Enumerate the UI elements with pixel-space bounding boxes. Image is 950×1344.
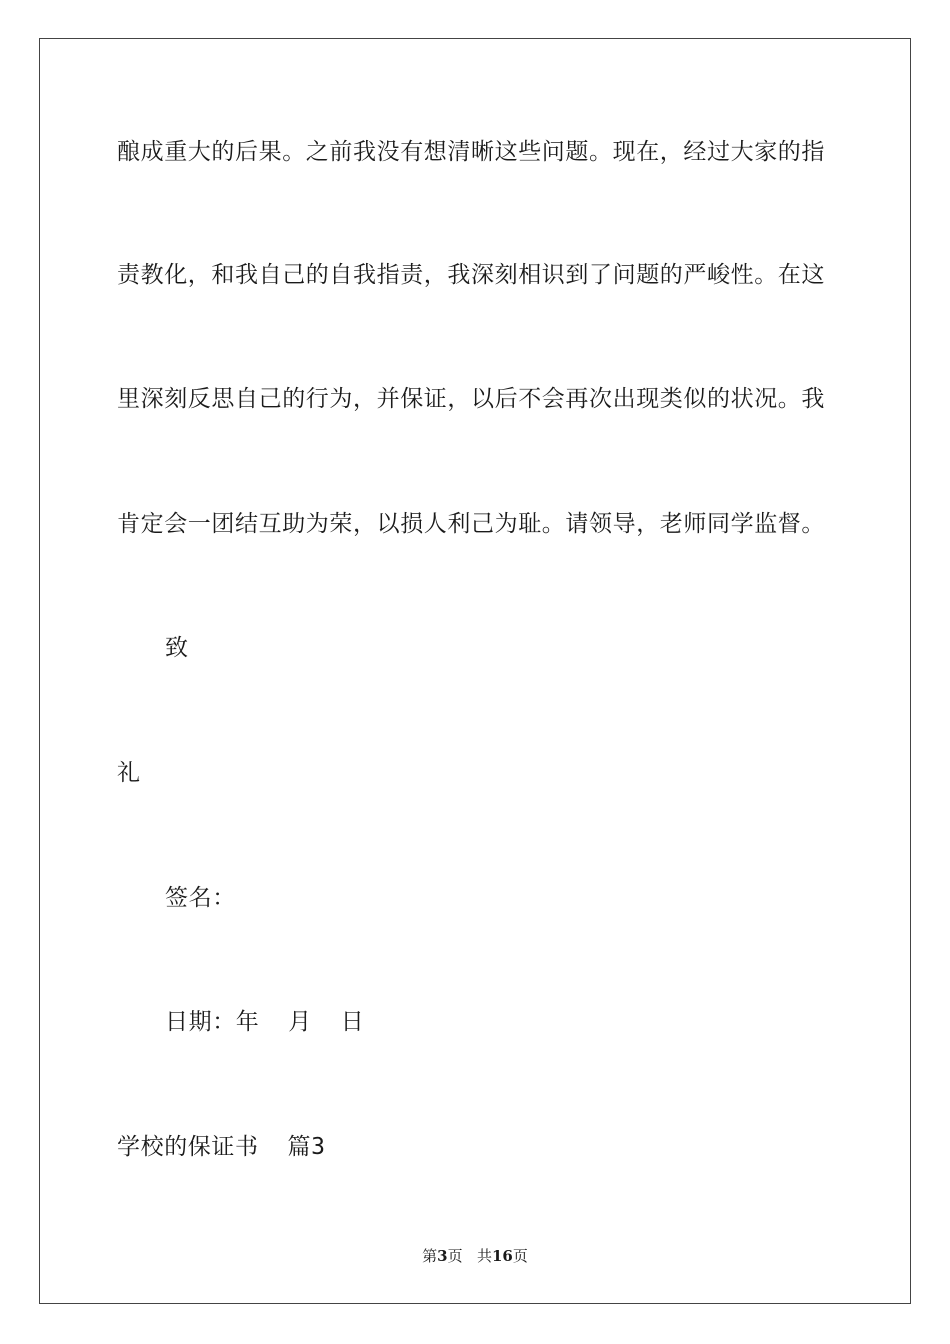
- body-text-line-4: 肯定会一团结互助为荣，以损人利己为耻。请领导，老师同学监督。: [117, 511, 825, 537]
- body-text-line-3: 里深刻反思自己的行为，并保证，以后不会再次出现类似的状况。我: [117, 386, 825, 412]
- page-footer: [0, 1246, 950, 1266]
- closing-salutation: 致: [165, 635, 189, 661]
- footer-page-number: 3: [437, 1247, 448, 1265]
- closing-regards: 礼: [117, 760, 141, 786]
- footer-total-prefix: 共: [476, 1247, 492, 1265]
- body-text-line-1: 酿成重大的后果。之前我没有想清晰这些问题。现在，经过大家的指: [117, 139, 825, 165]
- footer-total-suffix: 页: [512, 1247, 528, 1265]
- footer-page-prefix: 第: [422, 1247, 438, 1265]
- page-frame: [39, 38, 911, 1304]
- signature-label: 签名：: [165, 885, 236, 911]
- section-title: 学校的保证书 篇3: [117, 1134, 326, 1160]
- date-label: 日期：年 月 日: [165, 1009, 365, 1035]
- footer-page-suffix: 页: [447, 1247, 463, 1265]
- body-text-line-2: 责教化，和我自己的自我指责，我深刻相识到了问题的严峻性。在这: [117, 262, 825, 288]
- footer-total-pages: 16: [491, 1247, 513, 1265]
